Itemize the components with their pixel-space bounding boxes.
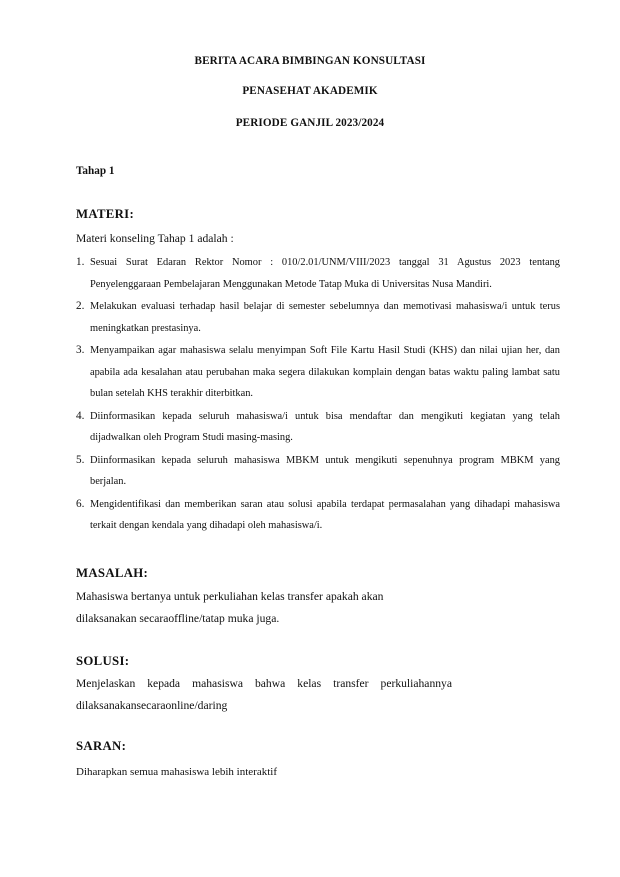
list-item: [76, 340, 560, 405]
list-item: [76, 494, 560, 537]
materi-heading: MATERI:: [76, 207, 135, 221]
materi-list: [76, 252, 560, 538]
list-item-text: Diinformasikan kepada seluruh mahasiswa/i untuk bisa mendaftar dan mengikuti kegiatan yang telah dijadwalkan oleh Program Studi masing-masing.: [90, 410, 560, 443]
list-item: [76, 450, 560, 493]
materi-intro: Materi konseling Tahap 1 adalah :: [76, 232, 234, 245]
list-item-text: Sesuai Surat Edaran Rektor Nomor : 010/2.01/UNM/VIII/2023 tanggal 31 Agustus 2023 tentang Penyelenggaraan Pembelajaran Menggunakan Metode Tatap Muka di Universitas Nusa Mandiri.: [90, 257, 560, 290]
list-item: [76, 406, 560, 449]
list-item-text: Melakukan evaluasi terhadap hasil belajar di semester sebelumnya dan memotivasi mahasiswa/i untuk terus meningkatkan prestasinya.: [90, 301, 560, 334]
masalah-line: Mahasiswa bertanya untuk perkuliahan kelas transfer apakah akan: [76, 590, 384, 603]
list-item: [76, 252, 560, 295]
list-item-number: 6.: [76, 497, 85, 510]
masalah-line: dilaksanakan secaraoffline/tatap muka juga.: [76, 612, 280, 625]
document-subtitle: PENASEHAT AKADEMIK: [242, 85, 378, 97]
list-item-number: 5.: [76, 453, 85, 466]
masalah-heading: MASALAH:: [76, 566, 149, 580]
list-item-number: 2.: [76, 300, 85, 312]
list-item: [76, 296, 560, 339]
solusi-line: Menjelaskan kepada mahasiswa bahwa kelas transfer perkuliahannya: [76, 677, 452, 690]
saran-text: Diharapkan semua mahasiswa lebih interaktif: [76, 766, 277, 778]
list-item-number: 3.: [76, 344, 85, 356]
list-item-text: Diinformasikan kepada seluruh mahasiswa MBKM untuk mengikuti sepenuhnya program MBKM yang berjalan.: [90, 454, 560, 487]
saran-heading: SARAN:: [76, 739, 127, 753]
document-title: BERITA ACARA BIMBINGAN KONSULTASI: [194, 55, 426, 67]
document-period: PERIODE GANJIL 2023/2024: [235, 117, 385, 129]
solusi-paragraph: [76, 673, 556, 717]
solusi-line: dilaksanakansecaraonline/daring: [76, 699, 228, 712]
list-item-number: 4.: [76, 409, 85, 422]
list-item-text: Mengidentifikasi dan memberikan saran atau solusi apabila terdapat permasalahan yang dihadapi mahasiswa terkait dengan kendala yang dihadapi oleh mahasiswa/i.: [90, 498, 560, 531]
list-item-number: 1.: [76, 256, 85, 268]
masalah-paragraph: [76, 586, 556, 630]
stage-label: Tahap 1: [76, 165, 115, 177]
solusi-heading: SOLUSI:: [76, 654, 130, 668]
list-item-text: Menyampaikan agar mahasiswa selalu menyimpan Soft File Kartu Hasil Studi (KHS) dan nilai ujian her, dan apabila ada kesalahan atau perubahan maka segera dilakukan komplain dengan batas waktu paling lambat satu bulan setelah KHS terakhir diterbitkan.: [90, 345, 560, 399]
